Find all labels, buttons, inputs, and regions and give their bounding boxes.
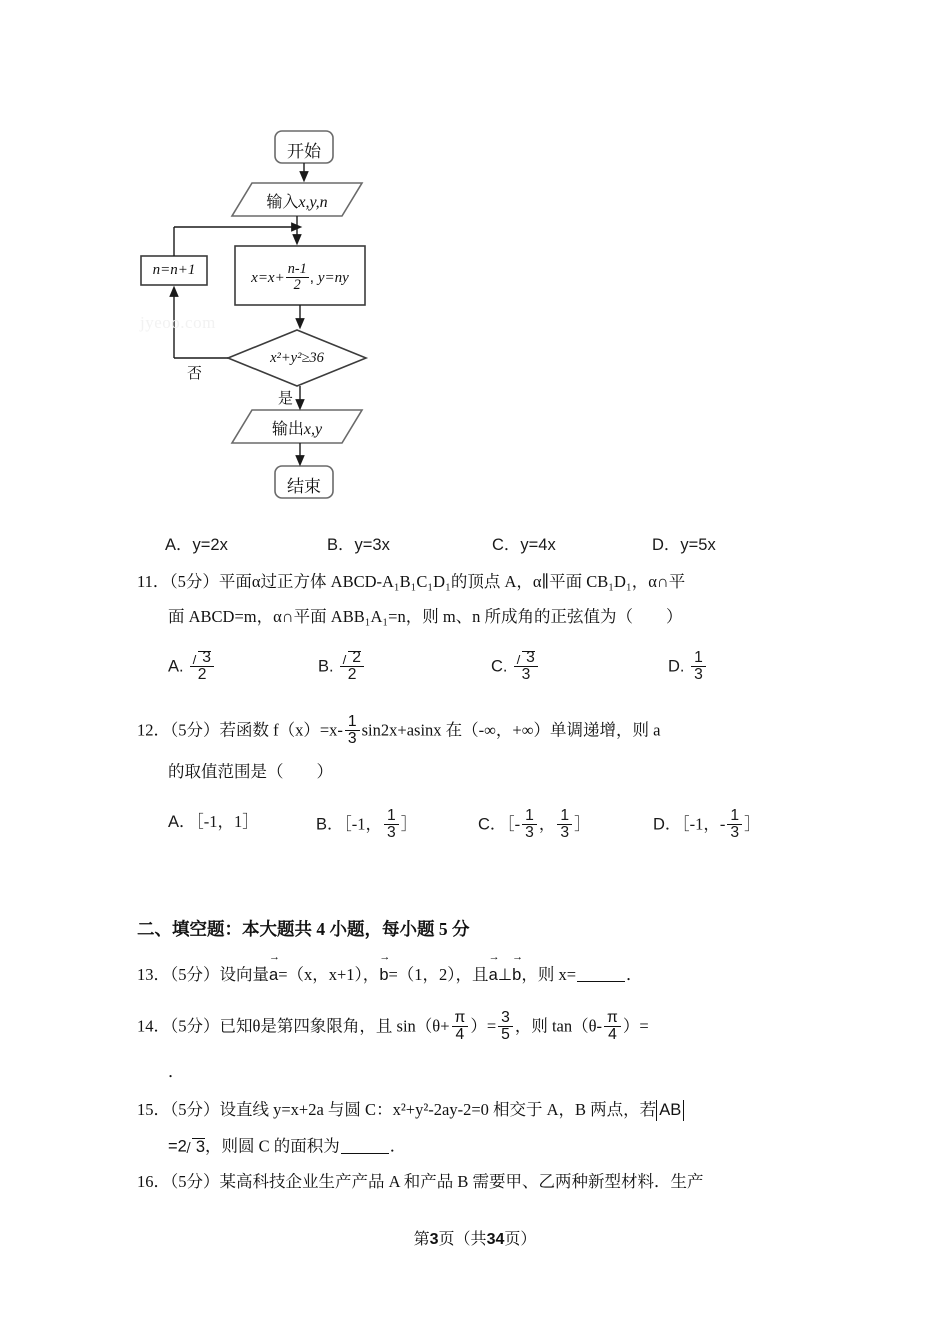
vector-a-icon-2 [489,963,498,986]
q10-option-d-letter: D． [652,536,681,554]
watermark: jyeoo.com [140,313,216,332]
q15-points: （5分） [170,1100,220,1119]
question-15-line-1 [137,1100,684,1121]
q15-line2-b: ，则圆 C 的面积为 [205,1136,340,1156]
q14-frac3-den: 4 [604,1026,621,1043]
flow-edge-label-yes: 是 [278,390,294,407]
q15-number: 15． [137,1100,170,1119]
q11-option-c[interactable] [491,650,540,684]
q11-line1-text: 平面α过正方体 ABCD‑A₁B₁C₁D₁的顶点 A，α∥平面 CB₁D₁，α∩平 [218,572,686,591]
q12-option-d-den: 3 [727,824,742,841]
vector-b-icon-2 [512,963,521,986]
footer-total-pages: 34 [486,1231,505,1248]
q11-option-a-letter: A. [168,657,184,676]
q11-option-a-value [190,650,214,684]
q11-option-d-num: 1 [694,649,703,666]
q14-fraction-3 [604,1010,621,1044]
q11-option-b-value [340,650,364,684]
q11-option-c-value [514,650,538,684]
q11-option-d-value [691,650,706,684]
q13-vec-b: b [379,966,389,984]
q10-option-d-text: y=5x [680,536,716,554]
flow-process-frac-den: 2 [286,277,309,293]
q12-option-b-fraction [384,808,399,842]
flow-output-vars: x,y [303,421,323,438]
q12-option-d-fraction [727,808,742,842]
q12-option-c-fraction-2 [557,808,572,842]
q12-option-d-num: 1 [730,807,740,824]
q14-frac3-num: π [607,1009,618,1026]
q11-option-d-den: 3 [691,666,706,683]
q12-option-c-num-1: 1 [525,807,534,824]
q12-frac-den: 3 [345,730,360,747]
flow-node-decision-label: x²+y²≥36 [270,350,324,366]
flow-process-sep: , [309,269,314,287]
q14-part-4: ）= [622,1016,649,1036]
q12-lead: 若函数 f（x）=x‑ [219,720,343,740]
q11-option-d-letter: D. [668,657,685,676]
q14-part-2: ）= [470,1016,497,1036]
question-11-line-2 [168,607,683,628]
question-11-line-1 [137,572,685,593]
q14-frac2-num: 3 [501,1009,510,1026]
q10-option-a-text: y=2x [192,536,228,554]
q13-vec-b-2: b [512,966,522,984]
q12-option-b-suffix: ］ [400,814,418,834]
flow-node-start-label: 开始 [287,142,321,161]
q10-option-c-text: y=4x [520,536,556,554]
q13-part-3: =（1，2），且 [388,965,489,984]
q14-part-1: 已知θ是第四象限角，且 sin（θ+ [219,1016,450,1036]
q14-frac2-den: 5 [498,1026,513,1043]
q11-option-c-den: 3 [514,666,538,683]
q14-frac1-num: π [454,1009,466,1026]
q12-option-d-prefix: ［‑1，‑ [681,814,726,834]
question-13 [137,963,643,986]
q10-option-c-letter: C． [492,536,521,554]
q11-option-b-letter: B. [318,657,334,676]
q12-points: （5分） [170,720,220,740]
flow-process-frac-num: n-1 [287,261,307,277]
q12-option-c[interactable] [478,808,591,842]
q14-fraction-1 [452,1010,469,1044]
q12-option-b-letter: B． [316,815,344,834]
footer-middle: 页（共 [438,1231,487,1248]
q12-option-b-num: 1 [387,807,396,824]
q14-part-3: ，则 tan（θ‑ [514,1016,603,1036]
flow-input-vars: x,y,n [298,194,328,211]
q11-option-c-num [514,650,538,666]
flow-node-increment-label: n=n+1 [152,262,196,278]
q12-option-c-suffix: ］ [574,814,591,834]
sqrt-icon: 2 [343,650,361,666]
q14-frac1-den: 4 [452,1026,469,1043]
q12-mid: sin2x+asinx 在（‑∞，+∞）单调递增，则 a [361,720,661,740]
q11-option-d[interactable] [668,650,708,684]
footer-suffix: 页） [504,1231,537,1248]
q15-line2-a: =2 [168,1137,187,1156]
q10-option-a[interactable] [165,531,228,555]
q11-points: （5分） [169,572,219,591]
q12-option-a-text: ［‑1，1］ [195,812,259,831]
q13-number: 13． [137,965,170,984]
page-footer [0,1226,950,1249]
q15-line1-text: 设直线 y=x+2a 与圆 C：x²+y²‑2ay‑2=0 相交于 A，B 两点，若 [219,1100,657,1119]
q12-option-c-num-2: 1 [560,807,570,824]
q10-option-c[interactable] [492,531,556,555]
question-15-line-2 [168,1136,406,1157]
q11-number: 11． [137,572,170,591]
q12-option-d[interactable] [653,808,761,842]
flow-process-fraction [286,262,309,292]
vector-a-icon [269,963,278,986]
question-14-line-1 [137,1010,649,1044]
q12-number: 12． [137,720,170,740]
flow-process-rhs: y=ny [317,270,349,287]
q12-frac-num: 1 [347,713,357,730]
q10-option-b-text: y=3x [354,536,390,554]
q12-line2-text: 的取值范围是（ ） [168,762,333,781]
flow-node-process-label [238,262,362,292]
q15-line2-c: ． [389,1136,407,1156]
flow-process-lhs: x=x+ [251,270,285,287]
q10-option-d[interactable] [652,531,716,555]
q12-option-a-letter: A． [168,813,196,831]
q13-part-1: 设向量 [219,965,269,984]
q15-answer-blank[interactable] [341,1136,389,1154]
q12-option-a[interactable] [168,808,259,832]
q12-fraction [345,714,360,748]
q16-line1-text: 某高科技企业生产产品 A 和产品 B 需要甲、乙两种新型材料．生产 [219,1172,704,1191]
q12-option-b-den: 3 [384,824,399,841]
q16-number: 16． [137,1172,170,1191]
q13-points: （5分） [170,965,220,984]
q10-option-a-letter: A． [165,536,193,554]
footer-prefix: 第 [413,1231,430,1248]
q14-fraction-2 [498,1010,513,1044]
q12-option-c-letter: C． [478,815,507,834]
q13-vec-a: a [269,966,279,984]
q13-vec-a-2: a [488,966,498,984]
q12-option-c-den-1: 3 [522,824,537,841]
q14-line2-text: ． [168,1062,185,1081]
q11-option-a-den: 2 [190,666,214,683]
q15-sqrt-value: 3 [195,1137,205,1156]
q12-option-b[interactable] [316,808,417,842]
q11-option-c-letter: C. [491,657,508,676]
q14-number: 14． [137,1016,170,1036]
q10-option-b[interactable] [327,531,390,555]
q11-option-b[interactable] [318,650,366,684]
question-10-options [165,531,865,571]
sqrt-icon: 3 [517,650,535,666]
q12-option-c-fraction-1 [522,808,537,842]
question-16-line-1 [137,1172,704,1193]
q13-part-5: ，则 x= [521,965,576,984]
q12-option-b-prefix: ［‑1， [343,814,383,834]
q12-option-c-den-2: 3 [557,824,572,841]
question-12-line-1 [137,714,660,748]
q12-option-c-mid: ， [538,814,556,834]
question-12-options [168,806,928,852]
flow-node-input-label [234,189,360,212]
q11-option-b-den: 2 [340,666,364,683]
question-12-line-2 [168,762,333,783]
flow-node-output-label [234,416,360,439]
footer-current-page: 3 [429,1231,439,1248]
q11-line2-text: 面 ABCD=m，α∩平面 ABB₁A₁=n，则 m、n 所成角的正弦值为（ ） [168,607,683,626]
flow-node-end-label: 结束 [287,477,321,496]
q12-option-c-prefix: ［‑ [506,814,521,834]
q13-part-4: ⊥ [497,966,513,984]
q13-answer-blank[interactable] [577,965,625,983]
question-14-line-2 [168,1062,185,1083]
sqrt-icon: 3 [193,650,211,666]
flow-edge-label-no: 否 [187,365,203,382]
q12-option-d-letter: D． [653,815,682,834]
q13-part-2: =（x，x+1）， [278,965,380,984]
flow-output-cn: 输出 [271,421,304,438]
vector-b-icon [379,963,388,986]
q12-option-d-suffix: ］ [744,814,761,834]
q15-abs-ab: AB [656,1100,684,1121]
q11-option-a[interactable] [168,650,216,684]
q14-points: （5分） [170,1016,220,1036]
q16-points: （5分） [170,1172,220,1191]
q11-option-a-num [190,650,214,666]
q10-option-b-letter: B． [327,536,355,554]
flow-input-cn: 输入 [266,194,299,211]
question-11-options [168,648,868,694]
sqrt-icon [187,1137,205,1158]
section-2-heading: 二、填空题：本大题共 4 小题，每小题 5 分 [137,919,470,939]
q13-part-6: ． [626,965,643,984]
q11-option-b-num [340,650,364,666]
